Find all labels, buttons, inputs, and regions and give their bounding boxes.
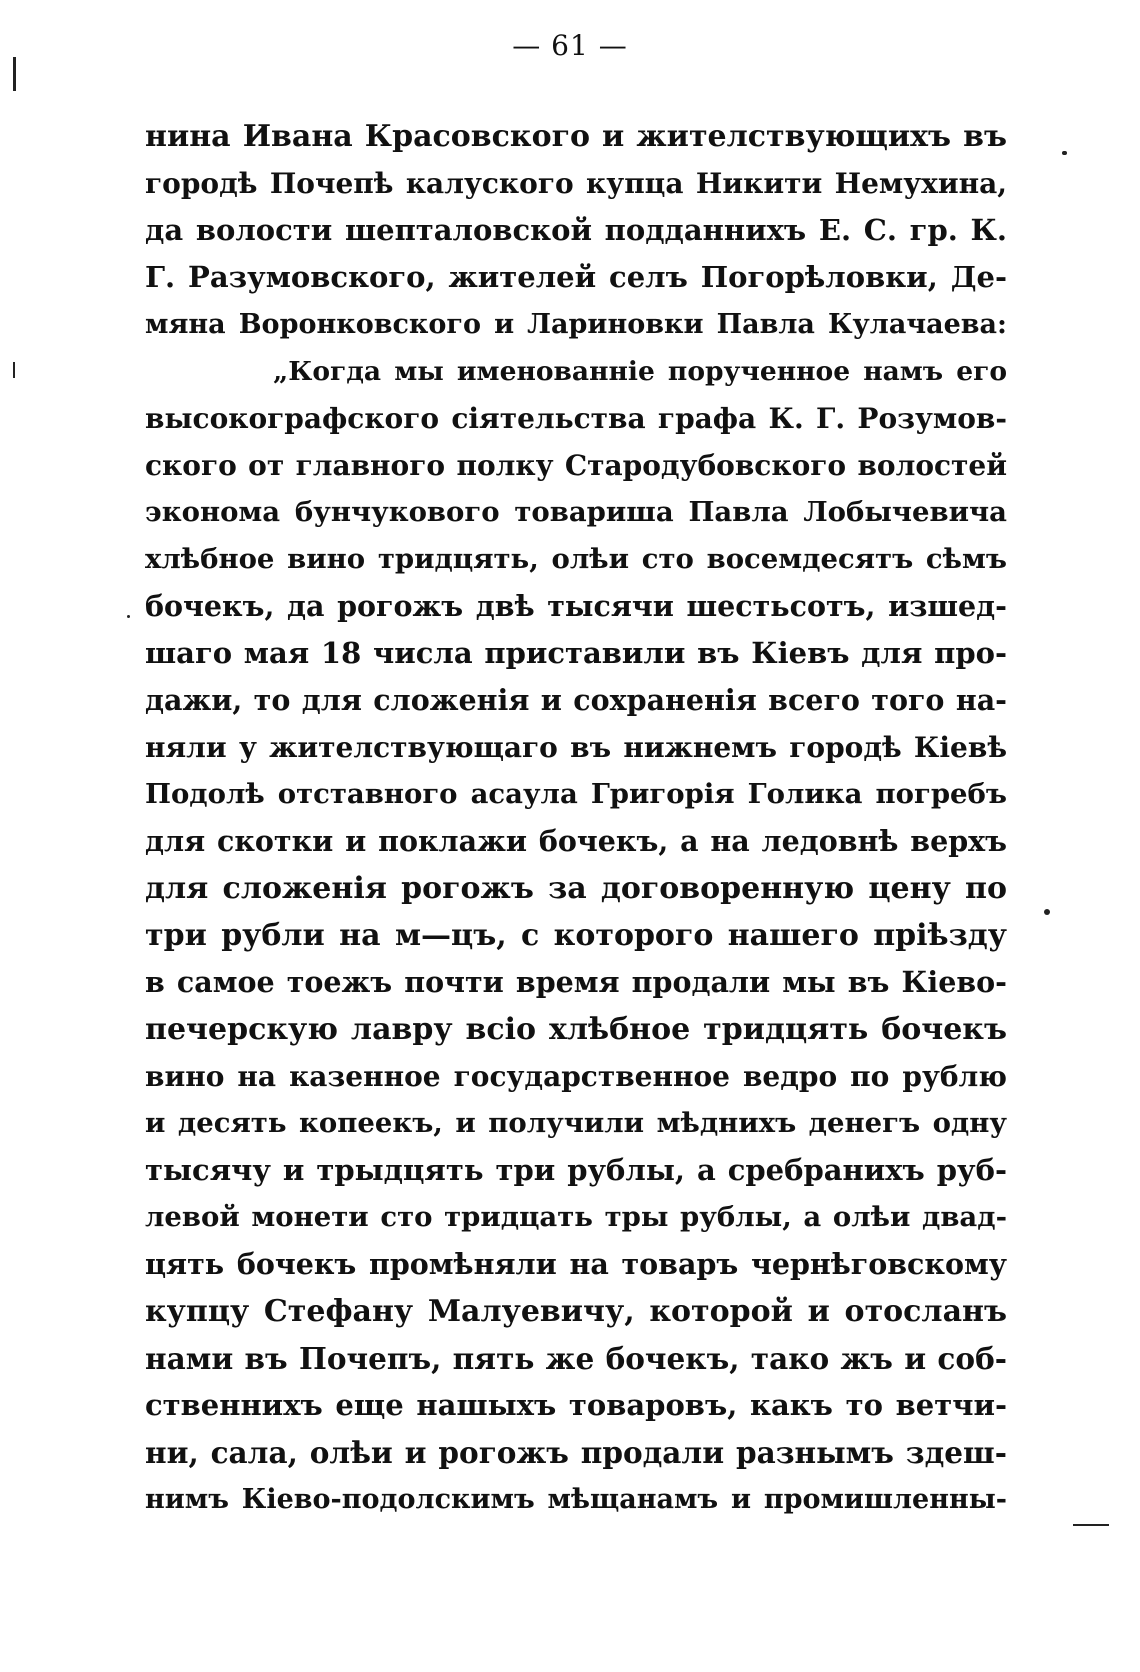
text-line: вино на казенное государственное ведро по рублю — [145, 1060, 1007, 1093]
text-line: хлѣбное вино тридцять, олѣи сто восемдесятъ сѣмъ — [145, 543, 1007, 575]
text-line: нимъ Кіево-подолскимъ мѣщанамъ и промишленны- — [145, 1484, 1007, 1515]
text-line: ственнихъ еще нашыхъ товаровъ, какъ то ветчи- — [145, 1388, 1007, 1422]
text-line: цять бочекъ промѣняли на товаръ чернѣговскому — [145, 1247, 1007, 1281]
text-line: купцу Стефану Малуевичу, которой и отосланъ — [145, 1294, 1007, 1329]
text-line: для сложенія рогожъ за договоренную цену по — [145, 871, 1007, 906]
text-line: левой монети сто тридцать тры рублы, а олѣи двад- — [145, 1201, 1007, 1233]
text-line: да волости шепталовской подданнихъ Е. С. гр. К. — [145, 213, 1007, 247]
text-line: Г. Разумовского, жителей селъ Погорѣловки, Де- — [145, 260, 1007, 294]
body-text — [145, 113, 1007, 1523]
text-line: ского от главного полку Стародубовского волостей — [145, 449, 1007, 482]
text-line: „Когда мы именованніе порученное намъ его — [273, 356, 1007, 387]
scan-mark — [13, 362, 15, 378]
scan-mark — [13, 57, 16, 91]
text-line: тысячу и трыдцять три рублы, а сребранихъ руб- — [145, 1153, 1007, 1187]
text-line: и десять копеекъ, и получили мѣднихъ денегъ одну — [145, 1107, 1007, 1139]
text-line: нина Ивана Красовского и жителствующихъ въ — [145, 119, 1007, 154]
scan-speck — [127, 615, 130, 618]
text-line: шаго мая 18 числа приставили въ Кіевъ для про- — [145, 636, 1007, 670]
text-line: городѣ Почепѣ калуского купца Никити Немухина, — [145, 167, 1007, 200]
text-line: няли у жителствующаго въ нижнемъ городѣ Кіевѣ — [145, 731, 1007, 764]
text-line: дажи, то для сложенія и сохраненія всего того на- — [145, 683, 1007, 717]
page-number: — 61 — — [512, 29, 628, 62]
text-line: Подолѣ отставного асаула Григорія Голика погребъ — [145, 778, 1007, 810]
text-line: три рубли на м—цъ, с которого нашего пріѣзду — [145, 918, 1007, 953]
text-line: печерскую лавру всіо хлѣбное тридцять бочекъ — [145, 1012, 1007, 1047]
text-line: нами въ Почепъ, пять же бочекъ, тако жъ и соб- — [145, 1341, 1007, 1376]
text-line: высокографского сіятельства графа К. Г. Розумов- — [145, 402, 1007, 435]
text-line: в самое тоежъ почти время продали мы въ Кіево- — [145, 965, 1007, 999]
margin-rule — [1073, 1524, 1109, 1526]
scan-speck — [1062, 151, 1067, 155]
text-line: бочекъ, да рогожъ двѣ тысячи шестьсотъ, изшед- — [145, 589, 1007, 623]
text-line: для скотки и поклажи бочекъ, а на ледовнѣ верхъ — [145, 824, 1007, 858]
text-line: мяна Воронковского и Лариновки Павла Кулачаева: — [145, 309, 1007, 340]
text-line: эконома бунчукового товариша Павла Лобычевича — [145, 496, 1007, 528]
scan-speck — [1044, 909, 1050, 915]
text-line: ни, сала, олѣи и рогожъ продали разнымъ здеш- — [145, 1435, 1007, 1470]
